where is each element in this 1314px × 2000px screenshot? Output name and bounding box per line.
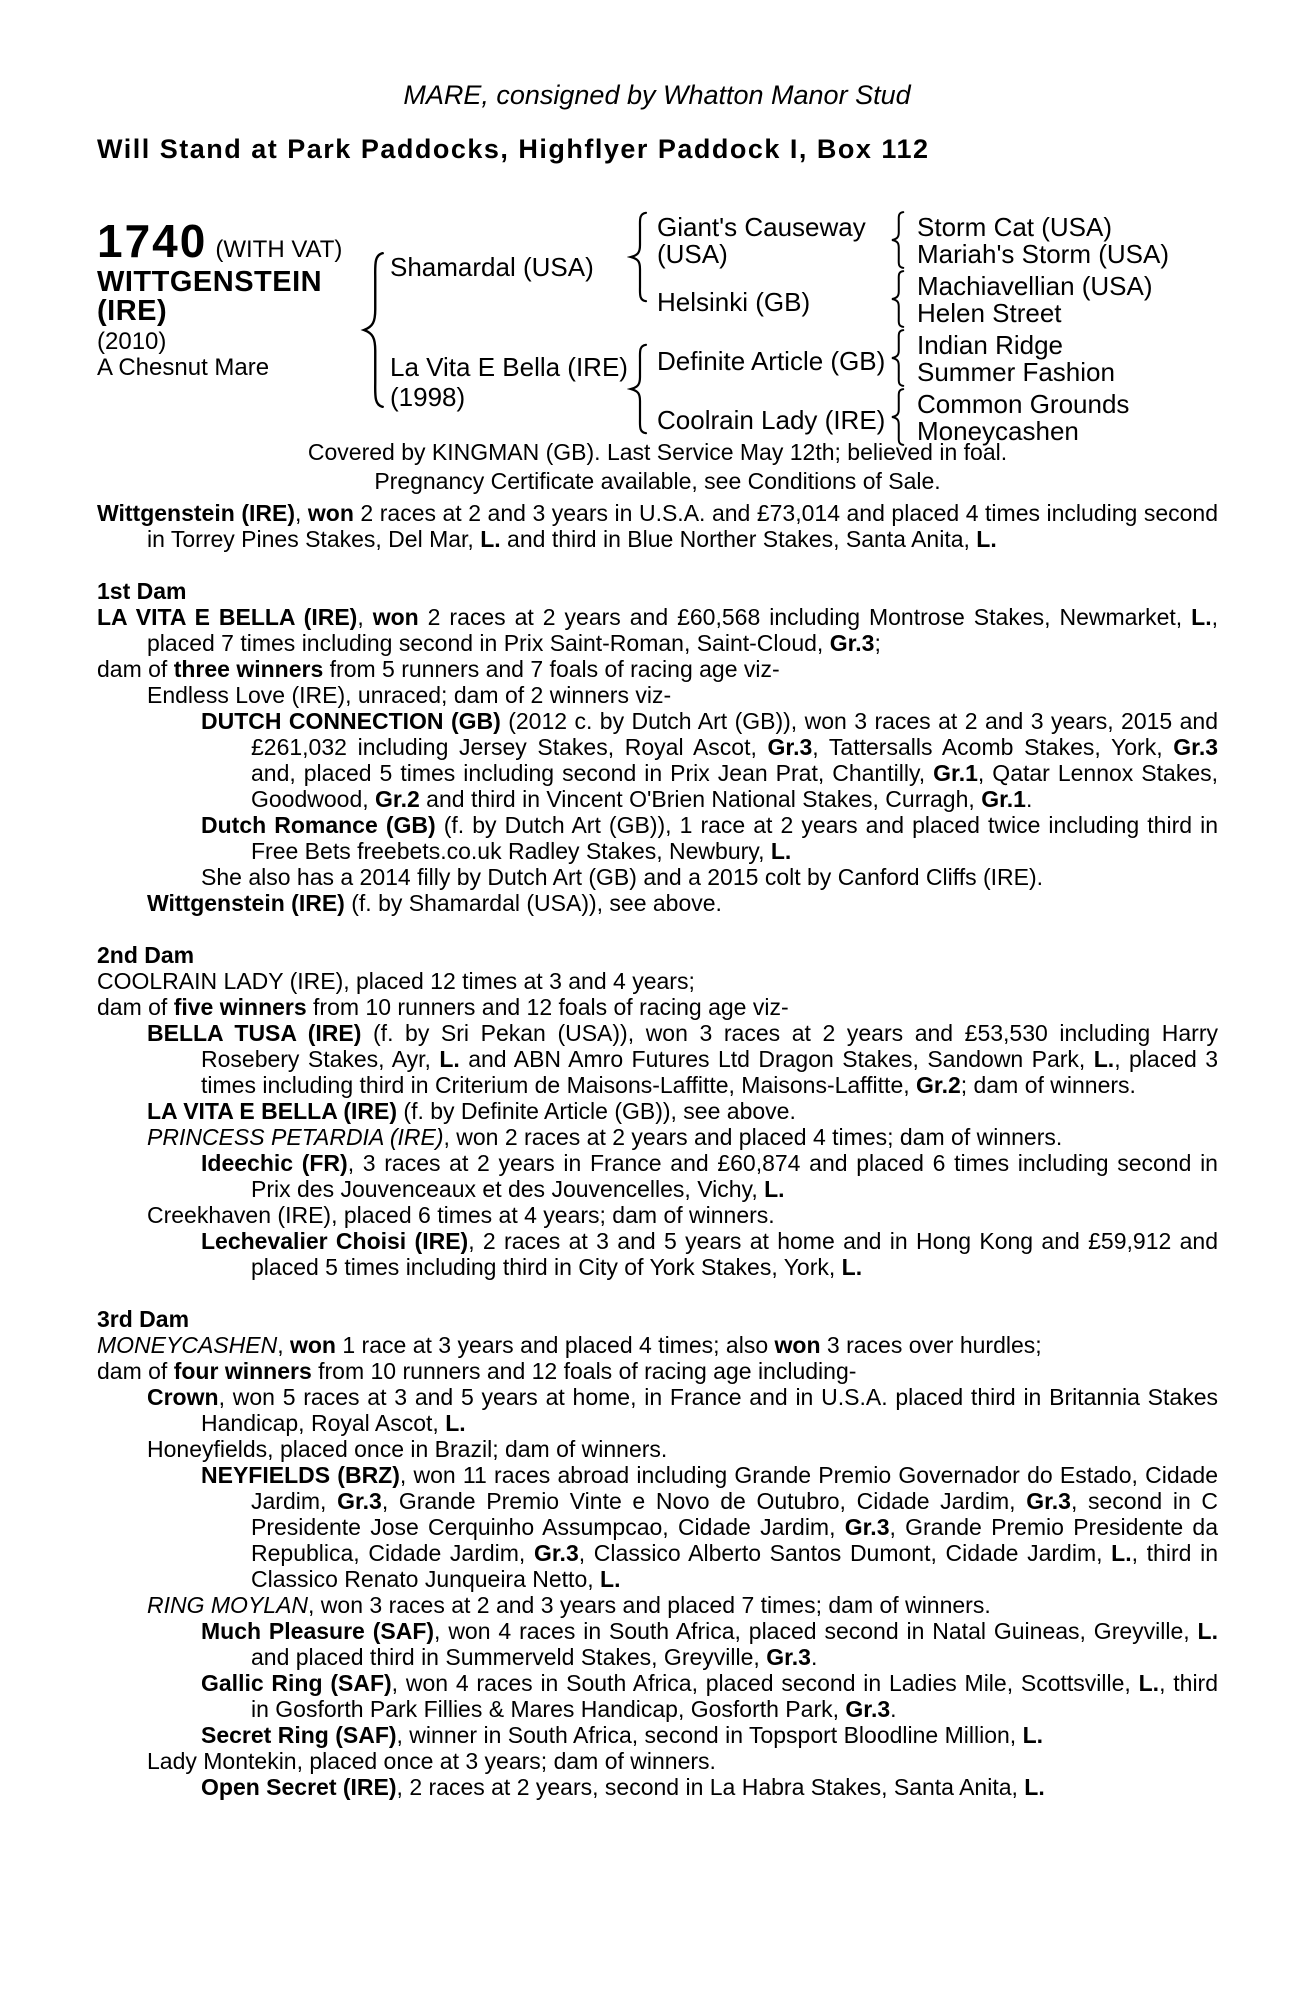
- text-segment: , third in Classico Renato Junqueira Netto,: [251, 1540, 1218, 1592]
- text-segment: (f. by Shamardal (USA)), see above.: [344, 890, 722, 916]
- text-segment: (f. by Definite Article (GB)), see above.: [397, 1098, 796, 1124]
- text-segment: L.: [841, 1254, 863, 1280]
- text-segment: Gr.1: [981, 786, 1026, 812]
- foaling-year: (2010): [97, 328, 167, 355]
- text-segment: .: [810, 1644, 818, 1670]
- text-segment: .: [890, 1696, 897, 1722]
- text-segment: LA VITA E BELLA (IRE): [97, 604, 358, 630]
- text-segment: L.: [480, 526, 501, 552]
- text-segment: L.: [439, 1046, 460, 1072]
- pedigree-brace-icon: [627, 211, 651, 303]
- text-segment: , 2 races at 2 years, second in La Habra Stakes, Santa Anita,: [396, 1774, 1025, 1800]
- pedigree-sire: Shamardal (USA): [390, 252, 594, 282]
- princess-petardia: [97, 1124, 1218, 1150]
- text-segment: ,: [294, 500, 308, 526]
- pedigree-dam: [390, 352, 628, 412]
- crown: [97, 1384, 1218, 1436]
- text-segment: She also has a 2014 filly by Dutch Art (GB) and a 2015 colt by Canford Cliffs (IRE).: [201, 864, 1044, 890]
- text-segment: , won 3 races at 2 and 3 years and placed 7 times; dam of winners.: [308, 1592, 991, 1618]
- text-segment: Secret Ring (SAF): [201, 1722, 397, 1748]
- text-segment: (2012 c. by Dutch Art (GB)), won 3 races at 2 and 3 years, 2015 and £261,032 including Jersey Stakes, Royal Ascot,: [251, 708, 1218, 760]
- covering-statement: [97, 438, 1218, 496]
- text-segment: Gr.3: [533, 1540, 579, 1566]
- text-segment: L.: [1197, 1618, 1218, 1644]
- pedigree-great-grandparent: Mariah's Storm (USA): [917, 239, 1170, 269]
- text-segment: from 10 runners and 12 foals of racing age viz-: [306, 994, 789, 1020]
- la-vita-e-bella-record: [97, 604, 1218, 656]
- text-segment: L.: [445, 1410, 466, 1436]
- pedigree-dam-dam: Coolrain Lady (IRE): [657, 405, 886, 435]
- la-vita-see-above: [97, 1098, 1218, 1124]
- neyfields: [97, 1462, 1218, 1592]
- pedigree-great-grandparent: Summer Fashion: [917, 357, 1115, 387]
- text-segment: Gr.2: [916, 1072, 961, 1098]
- text-segment: , Tattersalls Acomb Stakes, York,: [812, 734, 1174, 760]
- text-segment: , won 5 races at 3 and 5 years at home, in France and in U.S.A. placed third in Britannia Stakes Handicap, Royal Ascot,: [201, 1384, 1218, 1436]
- text-segment: Crown: [147, 1384, 219, 1410]
- text-segment: from 5 runners and 7 foals of racing age viz-: [323, 656, 780, 682]
- pedigree-great-grandparent: Machiavellian (USA): [917, 271, 1153, 301]
- pedigree-great-grandparent: Common Grounds: [917, 389, 1130, 419]
- text-segment: 2nd Dam: [97, 942, 195, 968]
- pedigree-brace-icon: [889, 211, 907, 269]
- vat-note: (WITH VAT): [215, 236, 343, 263]
- la-vita-dam-of: [97, 656, 1218, 682]
- text-segment: 1 race at 3 years and placed 4 times; also: [335, 1332, 775, 1358]
- text-segment: Gr.3: [337, 1488, 382, 1514]
- text-segment: , Classico Alberto Santos Dumont, Cidade Jardim,: [578, 1540, 1112, 1566]
- pedigree-sire-dam: Helsinki (GB): [657, 287, 811, 317]
- open-secret: [97, 1774, 1218, 1800]
- text-segment: COOLRAIN LADY (IRE), placed 12 times at 3 and 4 years;: [97, 968, 695, 994]
- endless-love: [97, 682, 1218, 708]
- text-segment: (f. by Dutch Art (GB)), 1 race at 2 years and placed twice including third in Free Bets freebets.co.uk Radley Stakes, Newbury,: [251, 812, 1218, 864]
- text-segment: Endless Love (IRE), unraced; dam of 2 winners viz-: [147, 682, 672, 708]
- moneycashen-dam-of: [97, 1358, 1218, 1384]
- text-segment: and ABN Amro Futures Ltd Dragon Stakes, Sandown Park,: [459, 1046, 1094, 1072]
- horse-name-line1: WITTGENSTEIN: [97, 266, 323, 298]
- lady-montekin: [97, 1748, 1218, 1774]
- text-segment: Gr.1: [933, 760, 978, 786]
- text-segment: Gr.3: [1026, 1488, 1071, 1514]
- horse-name: [97, 268, 322, 326]
- text-segment: and placed third in Summerveld Stakes, Greyville,: [251, 1644, 767, 1670]
- pedigree-block: [97, 208, 1257, 460]
- text-segment: , Grande Premio Vinte e Novo de Outubro, Cidade Jardim,: [381, 1488, 1027, 1514]
- ideechic: [97, 1150, 1218, 1202]
- pedigree-great-grandparent: Moneycashen: [917, 416, 1079, 446]
- text-segment: , second in C Presidente Jose Cerquinho Assumpcao, Cidade Jardim,: [251, 1488, 1219, 1540]
- text-segment: .: [1025, 786, 1033, 812]
- text-segment: L.: [1024, 1774, 1045, 1800]
- text-segment: LA VITA E BELLA (IRE): [147, 1098, 398, 1124]
- text-segment: , Grande Premio Presidente da Republica, Cidade Jardim,: [251, 1514, 1218, 1566]
- text-segment: RING MOYLAN: [147, 1592, 309, 1618]
- text-segment: from 10 runners and 12 foals of racing age including-: [311, 1358, 857, 1384]
- text-segment: 2 races at 2 and 3 years in U.S.A. and £73,014 and placed 4 times including second in Torrey Pines Stakes, Del Mar,: [147, 500, 1218, 552]
- text-segment: 3 races over hurdles;: [820, 1332, 1042, 1358]
- dutch-romance: [97, 812, 1218, 864]
- pedigree-brace-icon: [889, 270, 907, 328]
- text-segment: Gr.3: [1173, 734, 1219, 760]
- pedigree-dam-sire: Definite Article (GB): [657, 346, 886, 376]
- text-segment: L.: [1138, 1670, 1160, 1696]
- text-segment: won: [307, 500, 354, 526]
- first-dam-heading: [97, 578, 1218, 604]
- text-segment: NEYFIELDS (BRZ): [201, 1462, 400, 1488]
- text-segment: , 2 races at 3 and 5 years at home and in Hong Kong and £59,912 and placed 5 times including third in City of York Stakes, York,: [251, 1228, 1218, 1280]
- text-segment: Gr.3: [845, 1696, 891, 1722]
- text-segment: three winners: [173, 656, 324, 682]
- text-segment: L.: [1093, 1046, 1115, 1072]
- wittgenstein-race-record: [97, 500, 1218, 552]
- covering-line1: Covered by KINGMAN (GB). Last Service May 12th; believed in foal.: [307, 439, 1008, 465]
- text-segment: Creekhaven (IRE), placed 6 times at 4 years; dam of winners.: [147, 1202, 775, 1228]
- text-segment: 3rd Dam: [97, 1306, 190, 1332]
- third-dam-heading: [97, 1306, 1218, 1332]
- text-segment: Gr.3: [766, 1644, 811, 1670]
- text-segment: L.: [976, 526, 997, 552]
- text-segment: and third in Blue Norther Stakes, Santa Anita,: [500, 526, 977, 552]
- ring-moylan: [97, 1592, 1218, 1618]
- creekhaven: [97, 1202, 1218, 1228]
- text-segment: L.: [764, 1176, 785, 1202]
- text-segment: L.: [1022, 1722, 1044, 1748]
- text-segment: Open Secret (IRE): [201, 1774, 397, 1800]
- coolrain-lady-record: [97, 968, 1218, 994]
- pedigree-brace-icon: [627, 343, 651, 435]
- text-segment: four winners: [173, 1358, 312, 1384]
- much-pleasure: [97, 1618, 1218, 1670]
- text-segment: Dutch Romance (GB): [201, 812, 436, 838]
- text-segment: , Qatar Lennox Stakes, Goodwood,: [251, 760, 1218, 812]
- endless-love-produce-note: [97, 864, 1218, 890]
- consignor-title: MARE, consigned by Whatton Manor Stud: [403, 80, 911, 110]
- pedigree-sire-sire-line1: Giant's Causeway: [657, 212, 866, 242]
- pedigree-dam-year: (1998): [390, 382, 466, 412]
- text-segment: ,: [277, 1332, 290, 1358]
- pedigree-brace-icon: [359, 250, 389, 410]
- text-segment: L.: [600, 1566, 621, 1592]
- pedigree-text: [97, 500, 1218, 1800]
- text-segment: and, placed 5 times including second in Prix Jean Prat, Chantilly,: [251, 760, 934, 786]
- pedigree-great-grandparent: Helen Street: [917, 298, 1062, 328]
- text-segment: won: [774, 1332, 821, 1358]
- text-segment: BELLA TUSA (IRE): [147, 1020, 362, 1046]
- text-segment: ; dam of winners.: [960, 1072, 1136, 1098]
- bella-tusa: [97, 1020, 1218, 1098]
- lot-number: 1740: [97, 215, 208, 267]
- pedigree-sire-sire: [657, 214, 866, 268]
- text-segment: ,: [357, 604, 373, 630]
- text-segment: dam of: [97, 994, 174, 1020]
- text-segment: Gr.3: [844, 1514, 890, 1540]
- text-segment: , won 4 races in South Africa, placed second in Ladies Mile, Scottsville,: [391, 1670, 1139, 1696]
- text-segment: , placed 3 times including third in Criterium de Maisons-Laffitte, Maisons-Laffitte,: [201, 1046, 1218, 1098]
- wittgenstein-see-above: [97, 890, 1218, 916]
- text-segment: 1st Dam: [97, 578, 187, 604]
- text-segment: won: [372, 604, 419, 630]
- moneycashen-record: [97, 1332, 1218, 1358]
- text-segment: , winner in South Africa, second in Topsport Bloodline Million,: [396, 1722, 1023, 1748]
- text-segment: L.: [770, 838, 792, 864]
- text-segment: Gallic Ring (SAF): [201, 1670, 392, 1696]
- lot-line: [97, 214, 342, 268]
- secret-ring: [97, 1722, 1218, 1748]
- text-segment: Wittgenstein (IRE): [147, 890, 345, 916]
- pedigree-brace-icon: [889, 329, 907, 387]
- text-segment: Wittgenstein (IRE): [97, 500, 295, 526]
- text-segment: , won 4 races in South Africa, placed second in Natal Guineas, Greyville,: [434, 1618, 1198, 1644]
- text-segment: Honeyfields, placed once in Brazil; dam of winners.: [147, 1436, 668, 1462]
- text-segment: dam of: [97, 1358, 174, 1384]
- honeyfields: [97, 1436, 1218, 1462]
- text-segment: and third in Vincent O'Brien National Stakes, Curragh,: [419, 786, 982, 812]
- text-segment: Gr.3: [767, 734, 813, 760]
- text-segment: Lady Montekin, placed once at 3 years; dam of winners.: [147, 1748, 716, 1774]
- text-segment: five winners: [173, 994, 307, 1020]
- text-segment: ;: [874, 630, 881, 656]
- text-segment: PRINCESS PETARDIA (IRE): [147, 1124, 444, 1150]
- text-segment: Ideechic (FR): [201, 1150, 348, 1176]
- text-segment: L.: [1191, 604, 1212, 630]
- pedigree-great-grandparent: Indian Ridge: [917, 330, 1063, 360]
- text-segment: Gr.3: [829, 630, 875, 656]
- text-segment: L.: [1111, 1540, 1132, 1566]
- text-segment: , won 2 races at 2 years and placed 4 times; dam of winners.: [443, 1124, 1063, 1150]
- pedigree-dam-name: La Vita E Bella (IRE): [390, 352, 628, 382]
- text-segment: , 3 races at 2 years in France and £60,874 and placed 6 times including second in Prix des Jouvenceaux et des Jouvencelles, Vichy,: [251, 1150, 1218, 1202]
- text-segment: won: [289, 1332, 336, 1358]
- lechevalier-choisi: [97, 1228, 1218, 1280]
- covering-line2: Pregnancy Certificate available, see Conditions of Sale.: [374, 468, 941, 494]
- dutch-connection: [97, 708, 1218, 812]
- horse-description: A Chesnut Mare: [97, 354, 270, 381]
- text-segment: MONEYCASHEN: [97, 1332, 278, 1358]
- text-segment: , third in Gosforth Park Fillies & Mares Handicap, Gosforth Park,: [251, 1670, 1219, 1722]
- text-segment: , won 11 races abroad including Grande Premio Governador do Estado, Cidade Jardim,: [251, 1462, 1218, 1514]
- pedigree-sire-sire-line2: (USA): [657, 239, 728, 269]
- text-segment: Lechevalier Choisi (IRE): [201, 1228, 469, 1254]
- text-segment: DUTCH CONNECTION (GB): [201, 708, 501, 734]
- coolrain-dam-of: [97, 994, 1218, 1020]
- horse-name-suffix: (IRE): [97, 295, 168, 327]
- text-segment: dam of: [97, 656, 174, 682]
- text-segment: Gr.2: [375, 786, 420, 812]
- pedigree-great-grandparent: Storm Cat (USA): [917, 212, 1113, 242]
- text-segment: , placed 7 times including second in Prix Saint-Roman, Saint-Cloud,: [147, 604, 1218, 656]
- text-segment: (f. by Sri Pekan (USA)), won 3 races at 2 years and £53,530 including Harry Rosebery Stakes, Ayr,: [201, 1020, 1218, 1072]
- second-dam-heading: [97, 942, 1218, 968]
- text-segment: 2 races at 2 years and £60,568 including Montrose Stakes, Newmarket,: [418, 604, 1192, 630]
- stand-location-line: Will Stand at Park Paddocks, Highflyer Paddock I, Box 112: [97, 134, 930, 164]
- gallic-ring: [97, 1670, 1218, 1722]
- text-segment: Much Pleasure (SAF): [201, 1618, 435, 1644]
